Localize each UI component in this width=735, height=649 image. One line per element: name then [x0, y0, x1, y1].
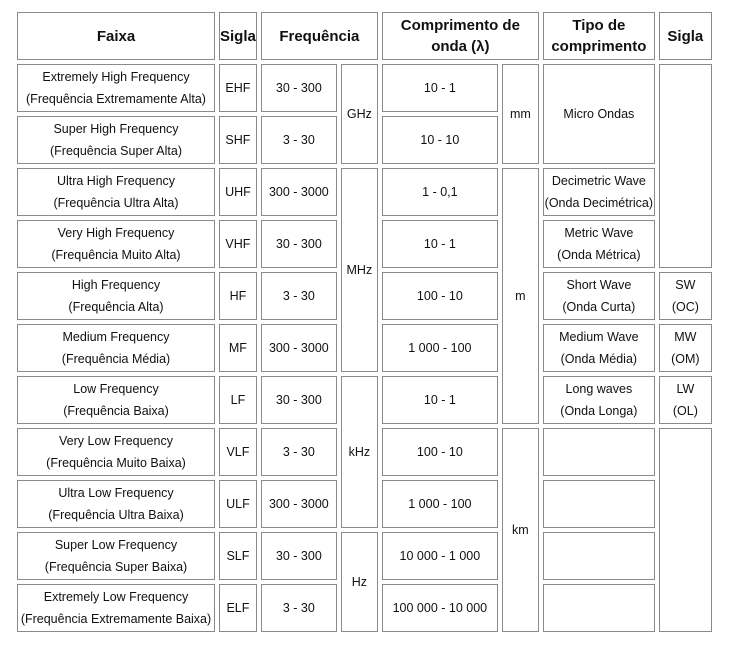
- wave-sigla-cell: [659, 64, 712, 268]
- faixa-cell: [17, 480, 215, 528]
- frequency-unit-cell: GHz: [341, 64, 378, 164]
- faixa-cell: [17, 220, 215, 268]
- faixa-name: Ultra High Frequency: [56, 174, 176, 188]
- wave-type-cell: [543, 64, 655, 164]
- sigla-cell: UHF: [219, 168, 257, 216]
- wave-sigla-line: LW: [676, 382, 695, 396]
- faixa-name: Very High Frequency: [57, 226, 175, 240]
- wavelength-range-cell: 10 - 1: [382, 220, 498, 268]
- faixa-translation: (Frequência Média): [61, 352, 171, 366]
- wave-type-line: Decimetric Wave: [551, 174, 646, 188]
- sigla-cell: SHF: [219, 116, 257, 164]
- faixa-translation: (Frequência Super Alta): [49, 144, 182, 158]
- wave-type-line: Short Wave: [566, 278, 632, 292]
- wavelength-range-cell: 100 000 - 10 000: [382, 584, 498, 632]
- wave-type-cell: [543, 532, 655, 580]
- frequency-range-cell: 3 - 30: [261, 584, 337, 632]
- header-comprimento-line-1: Comprimento de: [400, 17, 520, 34]
- sigla-cell: VHF: [219, 220, 257, 268]
- faixa-cell: [17, 116, 215, 164]
- faixa-cell: [17, 428, 215, 476]
- faixa-cell: [17, 168, 215, 216]
- faixa-translation: (Frequência Muito Baixa): [46, 456, 186, 470]
- wave-sigla-line: (OC): [671, 300, 699, 314]
- sigla-cell: SLF: [219, 532, 257, 580]
- wave-type-cell: [543, 324, 655, 372]
- wave-sigla-cell: [659, 428, 712, 632]
- wave-sigla-line: MW: [674, 330, 697, 344]
- sigla-cell: HF: [219, 272, 257, 320]
- faixa-name: Medium Frequency: [62, 330, 170, 344]
- wavelength-range-cell: 1 - 0,1: [382, 168, 498, 216]
- wavelength-range-cell: 1 000 - 100: [382, 480, 498, 528]
- header-comprimento-line-2: onda (λ): [431, 38, 490, 55]
- wavelength-range-cell: 10 - 1: [382, 64, 498, 112]
- wavelength-range-cell: 100 - 10: [382, 428, 498, 476]
- faixa-name: Ultra Low Frequency: [58, 486, 174, 500]
- frequency-bands-table: [13, 8, 716, 636]
- wave-type-line: (Onda Métrica): [557, 248, 641, 262]
- wavelength-range-cell: 100 - 10: [382, 272, 498, 320]
- sigla-cell: LF: [219, 376, 257, 424]
- wave-type-cell: [543, 168, 655, 216]
- table-row: [17, 532, 712, 580]
- faixa-translation: (Frequência Baixa): [63, 404, 169, 418]
- table-row: [17, 168, 712, 216]
- wave-type-line: Micro Ondas: [563, 107, 635, 121]
- wave-type-cell: [543, 584, 655, 632]
- faixa-name: High Frequency: [71, 278, 161, 292]
- faixa-cell: [17, 324, 215, 372]
- table-row: [17, 376, 712, 424]
- frequency-range-cell: 300 - 3000: [261, 480, 337, 528]
- sigla-cell: ULF: [219, 480, 257, 528]
- wave-type-cell: [543, 428, 655, 476]
- wavelength-unit-cell: mm: [502, 64, 539, 164]
- wave-type-cell: [543, 480, 655, 528]
- wave-type-cell: [543, 220, 655, 268]
- faixa-cell: [17, 532, 215, 580]
- sigla-cell: VLF: [219, 428, 257, 476]
- faixa-cell: [17, 64, 215, 112]
- frequency-range-cell: 300 - 3000: [261, 324, 337, 372]
- wavelength-unit-cell: km: [502, 428, 539, 632]
- header-sigla-2: Sigla: [659, 12, 712, 60]
- faixa-name: Low Frequency: [73, 382, 159, 396]
- wave-type-line: (Onda Curta): [562, 300, 636, 314]
- wave-sigla-line: (OM): [671, 352, 700, 366]
- wave-type-cell: [543, 376, 655, 424]
- faixa-translation: (Frequência Alta): [68, 300, 164, 314]
- faixa-translation: (Frequência Super Baixa): [44, 560, 188, 574]
- frequency-range-cell: 3 - 30: [261, 428, 337, 476]
- frequency-range-cell: 30 - 300: [261, 64, 337, 112]
- sigla-cell: ELF: [219, 584, 257, 632]
- frequency-unit-cell: MHz: [341, 168, 378, 372]
- wave-sigla-line: SW: [675, 278, 696, 292]
- frequency-unit-cell: kHz: [341, 376, 378, 528]
- table-body: [17, 64, 712, 632]
- faixa-translation: (Frequência Extremamente Baixa): [20, 612, 212, 626]
- frequency-range-cell: 300 - 3000: [261, 168, 337, 216]
- frequency-range-cell: 30 - 300: [261, 532, 337, 580]
- frequency-range-cell: 3 - 30: [261, 272, 337, 320]
- wavelength-range-cell: 10 - 1: [382, 376, 498, 424]
- faixa-name: Super High Frequency: [53, 122, 179, 136]
- header-tipo-line-1: Tipo de: [572, 17, 626, 34]
- header-comprimento: [382, 12, 539, 60]
- frequency-unit-cell: Hz: [341, 532, 378, 632]
- faixa-translation: (Frequência Extremamente Alta): [26, 92, 206, 106]
- faixa-name: Super Low Frequency: [54, 538, 178, 552]
- wave-type-line: (Onda Média): [560, 352, 638, 366]
- wave-sigla-cell: [659, 376, 712, 424]
- header-faixa: Faixa: [17, 12, 215, 60]
- faixa-translation: (Frequência Ultra Alta): [53, 196, 179, 210]
- frequency-range-cell: 3 - 30: [261, 116, 337, 164]
- wavelength-unit-cell: m: [502, 168, 539, 424]
- header-frequencia: Frequência: [261, 12, 378, 60]
- wave-sigla-cell: [659, 272, 712, 320]
- header-row: [17, 12, 712, 60]
- table-row: [17, 64, 712, 112]
- faixa-translation: (Frequência Muito Alta): [51, 248, 181, 262]
- wavelength-range-cell: 10 - 10: [382, 116, 498, 164]
- wave-type-line: Metric Wave: [564, 226, 634, 240]
- faixa-translation: (Frequência Ultra Baixa): [48, 508, 184, 522]
- frequency-range-cell: 30 - 300: [261, 376, 337, 424]
- wavelength-range-cell: 10 000 - 1 000: [382, 532, 498, 580]
- faixa-cell: [17, 584, 215, 632]
- wave-type-line: Medium Wave: [559, 330, 639, 344]
- wave-type-line: (Onda Decimétrica): [544, 196, 654, 210]
- header-sigla: Sigla: [219, 12, 257, 60]
- faixa-cell: [17, 272, 215, 320]
- wave-sigla-line: (OL): [672, 404, 698, 418]
- header-tipo-line-2: comprimento: [551, 38, 647, 55]
- wavelength-range-cell: 1 000 - 100: [382, 324, 498, 372]
- faixa-name: Extremely High Frequency: [42, 70, 190, 84]
- sigla-cell: EHF: [219, 64, 257, 112]
- wave-type-line: (Onda Longa): [560, 404, 638, 418]
- wave-type-line: Long waves: [565, 382, 633, 396]
- faixa-name: Extremely Low Frequency: [43, 590, 189, 604]
- frequency-range-cell: 30 - 300: [261, 220, 337, 268]
- faixa-name: Very Low Frequency: [59, 434, 173, 448]
- header-tipo: [543, 12, 655, 60]
- sigla-cell: MF: [219, 324, 257, 372]
- faixa-cell: [17, 376, 215, 424]
- wave-sigla-cell: [659, 324, 712, 372]
- wave-type-cell: [543, 272, 655, 320]
